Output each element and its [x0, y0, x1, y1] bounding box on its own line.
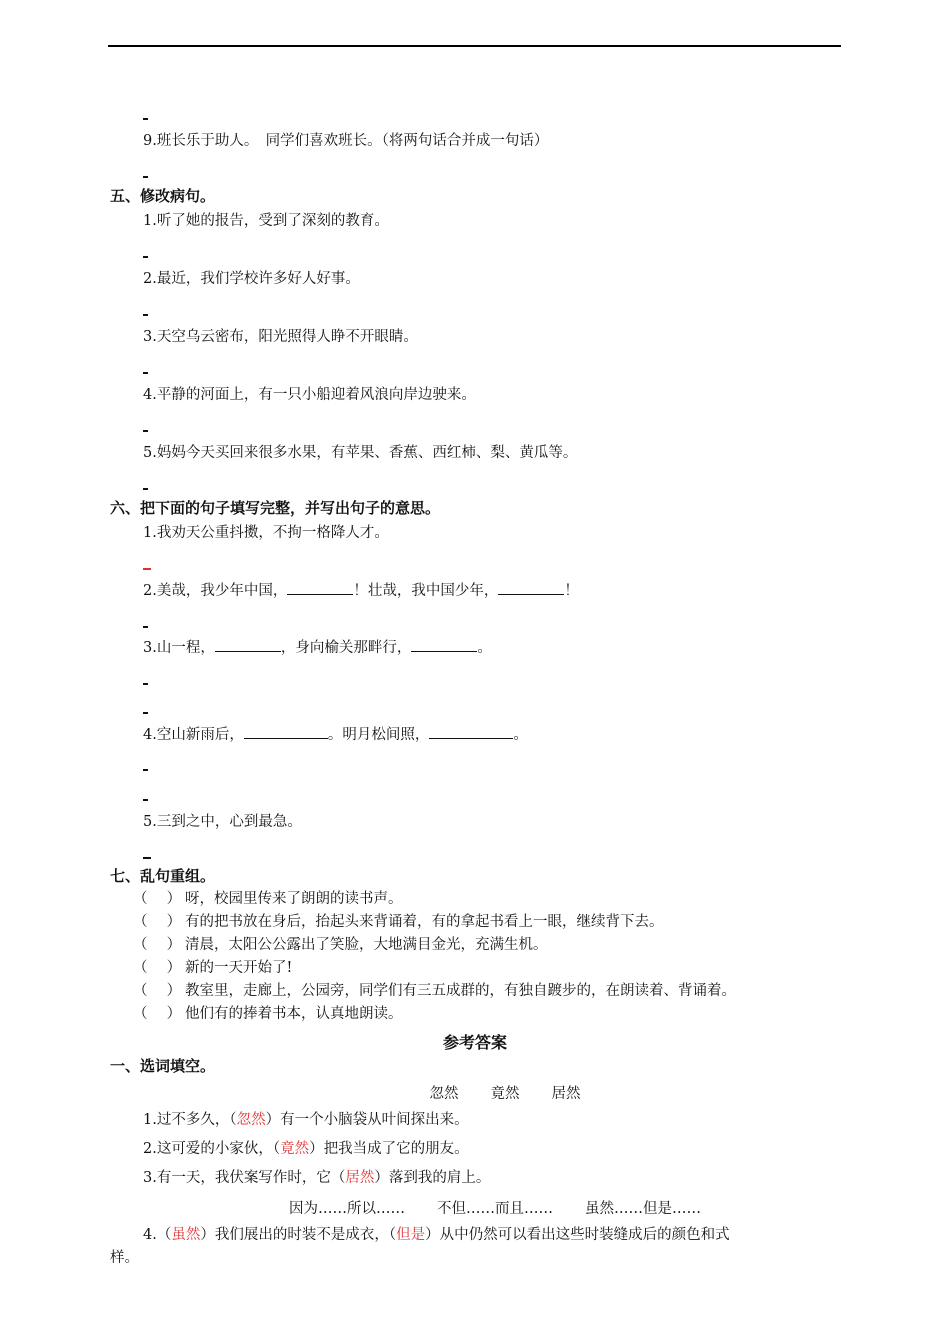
answers-title: 参考答案	[442, 1033, 507, 1052]
reorder-item: （ ） 教室里，走廊上，公园旁，同学们有三五成群的，有独自踱步的，在朗读着、背诵着。	[133, 983, 736, 999]
answer-3: 3.有一天，我伏案写作时，它（居然）落到我的肩上。	[143, 1170, 491, 1186]
sec6-item-1: 1.我劝天公重抖擞，不拘一格降人才。	[143, 525, 389, 541]
fill-blank[interactable]	[287, 581, 353, 595]
word-bank-1: 忽然 竟然 居然	[429, 1086, 581, 1102]
fill-blank[interactable]	[411, 638, 477, 652]
answer-line	[143, 176, 148, 178]
answer-4: 4.（虽然）我们展出的时装不是成衣，（但是）从中仍然可以看出这些时装缝成后的颜色和式	[143, 1227, 730, 1243]
sec6-item-5: 5.三到之中，心到最急。	[143, 814, 302, 830]
answers-section-1-title: 一、选词填空。	[110, 1057, 216, 1075]
word-bank-2: 因为……所以…… 不但……而且…… 虽然……但是……	[289, 1201, 701, 1217]
reorder-item: （ ） 新的一天开始了!	[133, 960, 293, 976]
answer-line	[143, 857, 151, 859]
answer-2: 2.这可爱的小家伙，（竟然）把我当成了它的朋友。	[143, 1141, 469, 1157]
sec6-item-3: 3.山一程， ，身向榆关那畔行， 。	[143, 640, 492, 656]
answer-line	[143, 568, 151, 570]
sec5-item-2: 2.最近，我们学校许多好人好事。	[143, 271, 360, 287]
section-5-title: 五、修改病句。	[110, 187, 216, 205]
answer-line	[143, 769, 148, 771]
reorder-item: （ ） 清晨，太阳公公露出了笑脸，大地满目金光，充满生机。	[133, 937, 548, 953]
answer-line	[143, 799, 148, 801]
answer-line	[143, 314, 148, 316]
header-rule	[108, 45, 841, 47]
sec5-item-5: 5.妈妈今天买回来很多水果，有苹果、香蕉、西红柿、梨、黄瓜等。	[143, 445, 578, 461]
answer-line	[143, 712, 148, 714]
answer-line	[143, 626, 148, 628]
reorder-item: （ ） 呀，校园里传来了朗朗的读书声。	[133, 891, 403, 907]
sec6-item-2: 2.美哉，我少年中国， ！壮哉，我中国少年， ！	[143, 583, 579, 599]
section-6-title: 六、把下面的句子填写完整，并写出句子的意思。	[110, 499, 441, 517]
answer-line	[143, 430, 148, 432]
answer-1: 1.过不多久，（忽然）有一个小脑袋从叶间探出来。	[143, 1112, 469, 1128]
answer-line	[143, 118, 148, 120]
reorder-item: （ ） 他们有的捧着书本，认真地朗读。	[133, 1006, 403, 1022]
answer-line	[143, 256, 148, 258]
fill-blank[interactable]	[244, 725, 328, 739]
answer-line	[143, 372, 148, 374]
fill-blank[interactable]	[498, 581, 564, 595]
sec6-item-4: 4.空山新雨后， 。明月松间照， 。	[143, 727, 528, 743]
answer-line	[143, 488, 148, 490]
fill-blank[interactable]	[215, 638, 281, 652]
sec5-item-4: 4.平静的河面上，有一只小船迎着风浪向岸边驶来。	[143, 387, 476, 403]
sec5-item-3: 3.天空乌云密布，阳光照得人睁不开眼睛。	[143, 329, 418, 345]
question-9: 9.班长乐于助人。 同学们喜欢班长。（将两句话合并成一句话）	[143, 133, 549, 149]
answer-line	[143, 683, 148, 685]
reorder-item: （ ） 有的把书放在身后，抬起头来背诵着，有的拿起书看上一眼，继续背下去。	[133, 914, 664, 930]
sec5-item-1: 1.听了她的报告，受到了深刻的教育。	[143, 213, 389, 229]
section-7-title: 七、乱句重组。	[110, 867, 216, 885]
answer-4-wrap: 样。	[110, 1250, 139, 1266]
fill-blank[interactable]	[429, 725, 513, 739]
